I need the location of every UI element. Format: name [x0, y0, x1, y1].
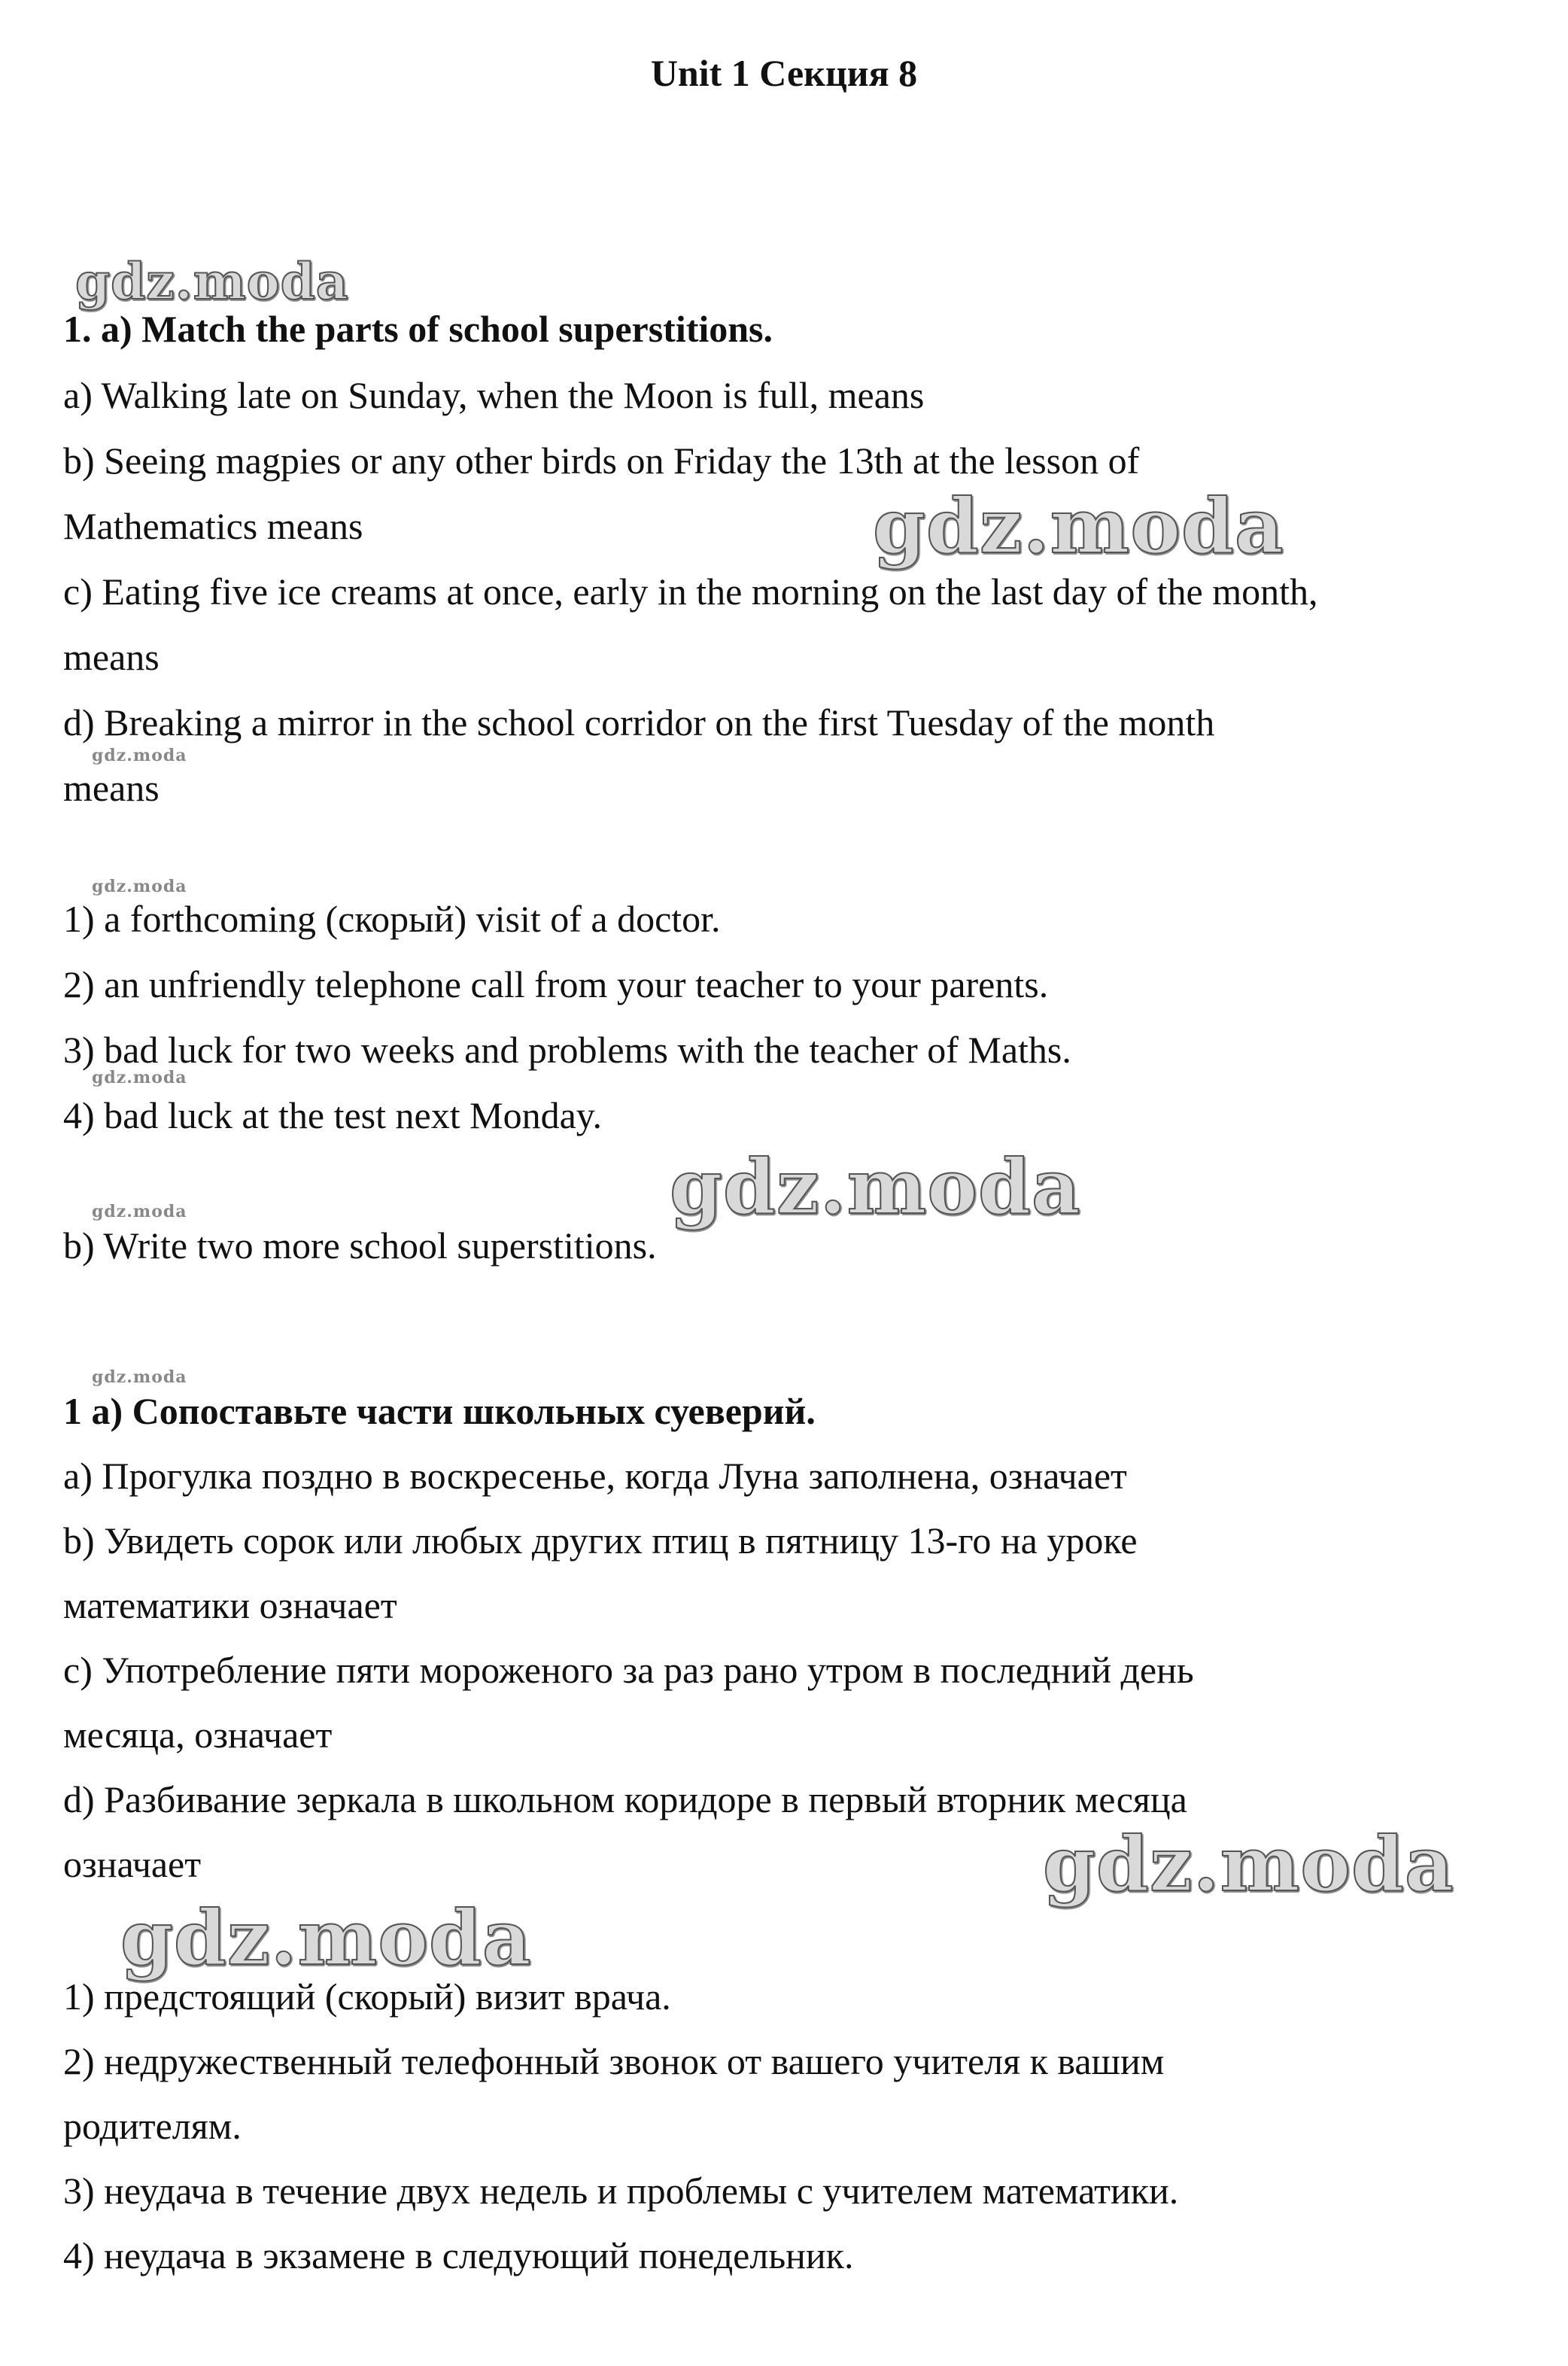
watermark: gdz.moda [92, 1068, 187, 1087]
english-answer: 2) an unfriendly telephone call from your teacher to your parents. [63, 963, 1049, 1005]
russian-answer: 2) недружественный телефонный звонок от вашего учителя к вашим [63, 2040, 1165, 2082]
russian-item-line: a) Прогулка поздно в воскресенье, когда Луна заполнена, означает [63, 1455, 1127, 1497]
russian-answer: 3) неудача в течение двух недель и проблемы с учителем математики. [63, 2170, 1179, 2212]
english-heading: 1. a) Match the parts of school superstitions. [63, 308, 773, 350]
english-task-b: b) Write two more school superstitions. [63, 1224, 657, 1267]
russian-item-line: b) Увидеть сорок или любых других птиц в пятницу 13-го на уроке [63, 1519, 1138, 1562]
watermark: gdz.moda [75, 252, 349, 311]
russian-answer: 4) неудача в экзамене в следующий понедельник. [63, 2234, 854, 2276]
english-item-line: d) Breaking a mirror in the school corridor on the first Tuesday of the month [63, 701, 1215, 744]
russian-item-line: c) Употребление пяти мороженого за раз рано утром в последний день [63, 1649, 1194, 1691]
english-item-line: means [63, 636, 160, 678]
english-answer: 4) bad luck at the test next Monday. [63, 1094, 603, 1136]
russian-answer: родителям. [63, 2105, 242, 2147]
russian-item-line: означает [63, 1843, 202, 1885]
english-item-line: a) Walking late on Sunday, when the Moon is full, means [63, 374, 925, 416]
english-item-line: c) Eating five ice creams at once, early in the morning on the last day of the month, [63, 570, 1318, 613]
english-answer: 3) bad luck for two weeks and problems with the teacher of Maths. [63, 1029, 1071, 1071]
watermark: gdz.moda [92, 1202, 187, 1221]
watermark: gdz.moda [92, 877, 187, 896]
russian-item-line: месяца, означает [63, 1714, 333, 1756]
russian-item-line: d) Разбивание зеркала в школьном коридоре в первый вторник месяца [63, 1778, 1187, 1820]
watermark: gdz.moda [1043, 1820, 1454, 1908]
russian-answer: 1) предстоящий (скорый) визит врача. [63, 1975, 671, 2018]
watermark: gdz.moda [120, 1893, 532, 1982]
page-title: Unit 1 Секция 8 [650, 52, 918, 94]
english-answer: 1) a forthcoming (скорый) visit of a doctor. [63, 898, 721, 940]
watermark: gdz.moda [670, 1142, 1081, 1231]
watermark: gdz.moda [873, 482, 1284, 570]
watermark: gdz.moda [92, 1367, 187, 1387]
russian-item-line: математики означает [63, 1584, 397, 1626]
english-item-line: b) Seeing magpies or any other birds on Friday the 13th at the lesson of [63, 439, 1140, 482]
english-item-line: means [63, 767, 160, 809]
russian-heading: 1 a) Сопоставьте части школьных суеверий. [63, 1390, 816, 1432]
watermark: gdz.moda [92, 746, 187, 765]
english-item-line: Mathematics means [63, 505, 363, 547]
